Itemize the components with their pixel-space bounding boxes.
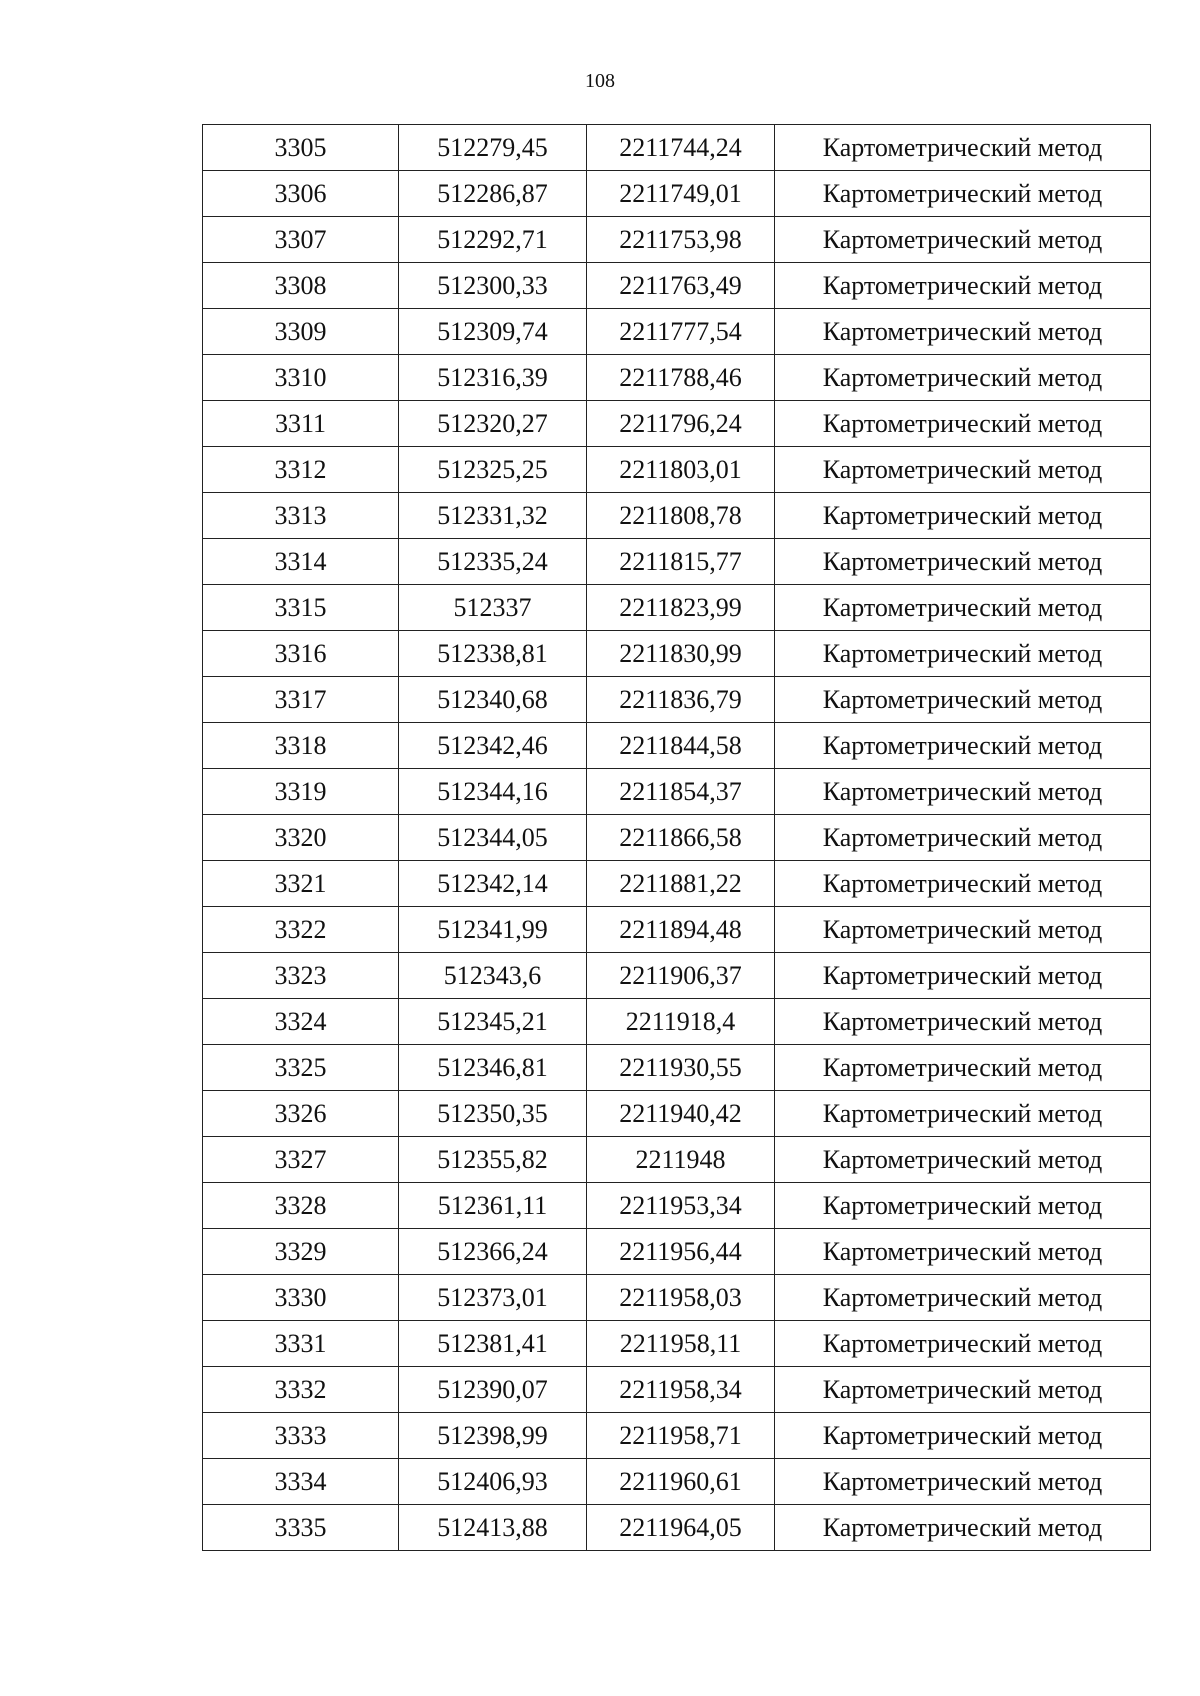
x-coordinate-cell: 512286,87 bbox=[399, 171, 587, 217]
point-number-cell: 3312 bbox=[203, 447, 399, 493]
point-number-cell: 3314 bbox=[203, 539, 399, 585]
coordinates-table-body bbox=[203, 125, 1151, 1551]
method-cell: Картометрический метод bbox=[775, 401, 1151, 447]
method-cell: Картометрический метод bbox=[775, 171, 1151, 217]
method-cell: Картометрический метод bbox=[775, 1275, 1151, 1321]
y-coordinate-cell: 2211836,79 bbox=[587, 677, 775, 723]
y-coordinate-cell: 2211744,24 bbox=[587, 125, 775, 171]
y-coordinate-cell: 2211763,49 bbox=[587, 263, 775, 309]
table-row bbox=[203, 1459, 1151, 1505]
method-cell: Картометрический метод bbox=[775, 1045, 1151, 1091]
table-row bbox=[203, 631, 1151, 677]
x-coordinate-cell: 512346,81 bbox=[399, 1045, 587, 1091]
x-coordinate-cell: 512398,99 bbox=[399, 1413, 587, 1459]
y-coordinate-cell: 2211753,98 bbox=[587, 217, 775, 263]
table-row bbox=[203, 1183, 1151, 1229]
table-row bbox=[203, 585, 1151, 631]
point-number-cell: 3307 bbox=[203, 217, 399, 263]
x-coordinate-cell: 512341,99 bbox=[399, 907, 587, 953]
table-row bbox=[203, 953, 1151, 999]
point-number-cell: 3313 bbox=[203, 493, 399, 539]
table-row bbox=[203, 907, 1151, 953]
method-cell: Картометрический метод bbox=[775, 953, 1151, 999]
method-cell: Картометрический метод bbox=[775, 125, 1151, 171]
x-coordinate-cell: 512343,6 bbox=[399, 953, 587, 999]
x-coordinate-cell: 512366,24 bbox=[399, 1229, 587, 1275]
table-row bbox=[203, 1091, 1151, 1137]
x-coordinate-cell: 512316,39 bbox=[399, 355, 587, 401]
y-coordinate-cell: 2211815,77 bbox=[587, 539, 775, 585]
table-row bbox=[203, 171, 1151, 217]
y-coordinate-cell: 2211894,48 bbox=[587, 907, 775, 953]
point-number-cell: 3331 bbox=[203, 1321, 399, 1367]
page-number: 108 bbox=[585, 70, 615, 92]
point-number-cell: 3319 bbox=[203, 769, 399, 815]
x-coordinate-cell: 512373,01 bbox=[399, 1275, 587, 1321]
point-number-cell: 3328 bbox=[203, 1183, 399, 1229]
method-cell: Картометрический метод bbox=[775, 447, 1151, 493]
table-row bbox=[203, 769, 1151, 815]
method-cell: Картометрический метод bbox=[775, 723, 1151, 769]
table-row bbox=[203, 217, 1151, 263]
point-number-cell: 3332 bbox=[203, 1367, 399, 1413]
table-row bbox=[203, 723, 1151, 769]
point-number-cell: 3316 bbox=[203, 631, 399, 677]
y-coordinate-cell: 2211958,34 bbox=[587, 1367, 775, 1413]
x-coordinate-cell: 512325,25 bbox=[399, 447, 587, 493]
y-coordinate-cell: 2211958,71 bbox=[587, 1413, 775, 1459]
y-coordinate-cell: 2211918,4 bbox=[587, 999, 775, 1045]
method-cell: Картометрический метод bbox=[775, 539, 1151, 585]
y-coordinate-cell: 2211796,24 bbox=[587, 401, 775, 447]
point-number-cell: 3324 bbox=[203, 999, 399, 1045]
y-coordinate-cell: 2211940,42 bbox=[587, 1091, 775, 1137]
table-row bbox=[203, 309, 1151, 355]
point-number-cell: 3333 bbox=[203, 1413, 399, 1459]
method-cell: Картометрический метод bbox=[775, 1459, 1151, 1505]
table-row bbox=[203, 539, 1151, 585]
point-number-cell: 3320 bbox=[203, 815, 399, 861]
point-number-cell: 3309 bbox=[203, 309, 399, 355]
y-coordinate-cell: 2211749,01 bbox=[587, 171, 775, 217]
point-number-cell: 3306 bbox=[203, 171, 399, 217]
y-coordinate-cell: 2211803,01 bbox=[587, 447, 775, 493]
method-cell: Картометрический метод bbox=[775, 907, 1151, 953]
y-coordinate-cell: 2211956,44 bbox=[587, 1229, 775, 1275]
method-cell: Картометрический метод bbox=[775, 1367, 1151, 1413]
method-cell: Картометрический метод bbox=[775, 585, 1151, 631]
method-cell: Картометрический метод bbox=[775, 999, 1151, 1045]
point-number-cell: 3323 bbox=[203, 953, 399, 999]
point-number-cell: 3321 bbox=[203, 861, 399, 907]
x-coordinate-cell: 512335,24 bbox=[399, 539, 587, 585]
y-coordinate-cell: 2211866,58 bbox=[587, 815, 775, 861]
y-coordinate-cell: 2211964,05 bbox=[587, 1505, 775, 1551]
point-number-cell: 3322 bbox=[203, 907, 399, 953]
method-cell: Картометрический метод bbox=[775, 769, 1151, 815]
x-coordinate-cell: 512406,93 bbox=[399, 1459, 587, 1505]
point-number-cell: 3308 bbox=[203, 263, 399, 309]
x-coordinate-cell: 512413,88 bbox=[399, 1505, 587, 1551]
method-cell: Картометрический метод bbox=[775, 815, 1151, 861]
method-cell: Картометрический метод bbox=[775, 1137, 1151, 1183]
x-coordinate-cell: 512338,81 bbox=[399, 631, 587, 677]
x-coordinate-cell: 512344,05 bbox=[399, 815, 587, 861]
y-coordinate-cell: 2211788,46 bbox=[587, 355, 775, 401]
table-row bbox=[203, 1367, 1151, 1413]
y-coordinate-cell: 2211948 bbox=[587, 1137, 775, 1183]
table-row bbox=[203, 125, 1151, 171]
table-row bbox=[203, 401, 1151, 447]
method-cell: Картометрический метод bbox=[775, 1183, 1151, 1229]
x-coordinate-cell: 512331,32 bbox=[399, 493, 587, 539]
point-number-cell: 3305 bbox=[203, 125, 399, 171]
y-coordinate-cell: 2211844,58 bbox=[587, 723, 775, 769]
y-coordinate-cell: 2211777,54 bbox=[587, 309, 775, 355]
x-coordinate-cell: 512309,74 bbox=[399, 309, 587, 355]
x-coordinate-cell: 512300,33 bbox=[399, 263, 587, 309]
point-number-cell: 3318 bbox=[203, 723, 399, 769]
y-coordinate-cell: 2211881,22 bbox=[587, 861, 775, 907]
point-number-cell: 3327 bbox=[203, 1137, 399, 1183]
y-coordinate-cell: 2211953,34 bbox=[587, 1183, 775, 1229]
table-row bbox=[203, 493, 1151, 539]
point-number-cell: 3310 bbox=[203, 355, 399, 401]
x-coordinate-cell: 512355,82 bbox=[399, 1137, 587, 1183]
point-number-cell: 3334 bbox=[203, 1459, 399, 1505]
table-row bbox=[203, 263, 1151, 309]
point-number-cell: 3325 bbox=[203, 1045, 399, 1091]
table-row bbox=[203, 1275, 1151, 1321]
x-coordinate-cell: 512279,45 bbox=[399, 125, 587, 171]
table-row bbox=[203, 355, 1151, 401]
y-coordinate-cell: 2211930,55 bbox=[587, 1045, 775, 1091]
x-coordinate-cell: 512337 bbox=[399, 585, 587, 631]
x-coordinate-cell: 512342,46 bbox=[399, 723, 587, 769]
point-number-cell: 3315 bbox=[203, 585, 399, 631]
table-row bbox=[203, 1229, 1151, 1275]
x-coordinate-cell: 512340,68 bbox=[399, 677, 587, 723]
x-coordinate-cell: 512381,41 bbox=[399, 1321, 587, 1367]
point-number-cell: 3329 bbox=[203, 1229, 399, 1275]
x-coordinate-cell: 512350,35 bbox=[399, 1091, 587, 1137]
method-cell: Картометрический метод bbox=[775, 493, 1151, 539]
point-number-cell: 3330 bbox=[203, 1275, 399, 1321]
x-coordinate-cell: 512361,11 bbox=[399, 1183, 587, 1229]
point-number-cell: 3326 bbox=[203, 1091, 399, 1137]
point-number-cell: 3335 bbox=[203, 1505, 399, 1551]
table-row bbox=[203, 447, 1151, 493]
method-cell: Картометрический метод bbox=[775, 1229, 1151, 1275]
y-coordinate-cell: 2211906,37 bbox=[587, 953, 775, 999]
coordinates-table bbox=[202, 124, 1151, 1551]
method-cell: Картометрический метод bbox=[775, 1091, 1151, 1137]
table-row bbox=[203, 677, 1151, 723]
point-number-cell: 3317 bbox=[203, 677, 399, 723]
method-cell: Картометрический метод bbox=[775, 1413, 1151, 1459]
point-number-cell: 3311 bbox=[203, 401, 399, 447]
method-cell: Картометрический метод bbox=[775, 631, 1151, 677]
method-cell: Картометрический метод bbox=[775, 1321, 1151, 1367]
method-cell: Картометрический метод bbox=[775, 677, 1151, 723]
x-coordinate-cell: 512344,16 bbox=[399, 769, 587, 815]
method-cell: Картометрический метод bbox=[775, 217, 1151, 263]
method-cell: Картометрический метод bbox=[775, 309, 1151, 355]
x-coordinate-cell: 512320,27 bbox=[399, 401, 587, 447]
method-cell: Картометрический метод bbox=[775, 1505, 1151, 1551]
y-coordinate-cell: 2211830,99 bbox=[587, 631, 775, 677]
table-row bbox=[203, 861, 1151, 907]
x-coordinate-cell: 512390,07 bbox=[399, 1367, 587, 1413]
y-coordinate-cell: 2211854,37 bbox=[587, 769, 775, 815]
x-coordinate-cell: 512292,71 bbox=[399, 217, 587, 263]
table-row bbox=[203, 1413, 1151, 1459]
table-row bbox=[203, 1321, 1151, 1367]
y-coordinate-cell: 2211960,61 bbox=[587, 1459, 775, 1505]
y-coordinate-cell: 2211958,03 bbox=[587, 1275, 775, 1321]
x-coordinate-cell: 512342,14 bbox=[399, 861, 587, 907]
table-row bbox=[203, 999, 1151, 1045]
table-row bbox=[203, 1505, 1151, 1551]
y-coordinate-cell: 2211958,11 bbox=[587, 1321, 775, 1367]
y-coordinate-cell: 2211808,78 bbox=[587, 493, 775, 539]
table-row bbox=[203, 1045, 1151, 1091]
table-row bbox=[203, 815, 1151, 861]
method-cell: Картометрический метод bbox=[775, 861, 1151, 907]
method-cell: Картометрический метод bbox=[775, 355, 1151, 401]
table-row bbox=[203, 1137, 1151, 1183]
method-cell: Картометрический метод bbox=[775, 263, 1151, 309]
y-coordinate-cell: 2211823,99 bbox=[587, 585, 775, 631]
x-coordinate-cell: 512345,21 bbox=[399, 999, 587, 1045]
